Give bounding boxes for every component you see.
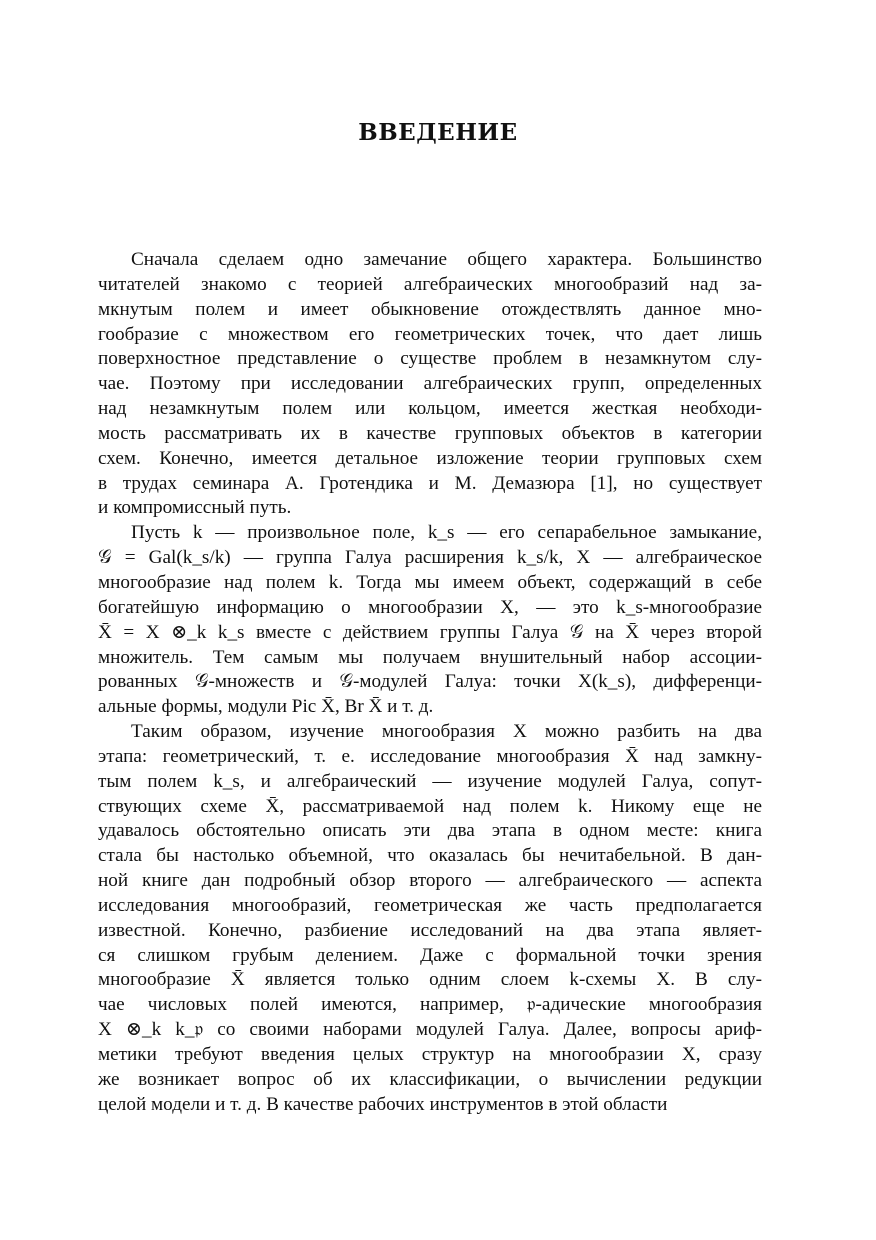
text-line: читателей знакомо с теорией алгебраических многообразий над за- bbox=[98, 273, 762, 295]
body-text bbox=[98, 248, 762, 1118]
text-line: 𝒢 = Gal(k_s/k) — группа Галуа расширения k_s/k, X — алгебраическое bbox=[98, 547, 762, 569]
text-line: ной книге дан подробный обзор второго — алгебраического — аспекта bbox=[98, 870, 762, 892]
text-line: гообразие с множеством его геометрических точек, что дает лишь bbox=[98, 323, 762, 345]
text-line: X̄ = X ⊗_k k_s вместе с действием группы Галуа 𝒢 на X̄ через второй bbox=[98, 621, 762, 643]
text-line: над незамкнутым полем или кольцом, имеется жесткая необходи- bbox=[98, 398, 762, 420]
text-line: ствующих схеме X̄, рассматриваемой над полем k. Никому еще не bbox=[98, 795, 762, 817]
text-line: многообразие над полем k. Тогда мы имеем объект, содержащий в себе bbox=[98, 571, 762, 593]
paragraph-3 bbox=[98, 720, 762, 1118]
page-title: ВВЕДЕНИЕ bbox=[358, 119, 518, 146]
text-line: же возникает вопрос об их классификации, о вычислении редукции bbox=[98, 1068, 762, 1090]
text-line: удавалось обстоятельно описать эти два этапа в одном месте: книга bbox=[98, 820, 762, 842]
text-line: в трудах семинара А. Гротендика и М. Демазюра [1], но существует bbox=[98, 472, 762, 494]
text-line: X ⊗_k k_𝔭 со своими наборами модулей Галуа. Далее, вопросы ариф- bbox=[98, 1019, 762, 1041]
text-line: исследования многообразий, геометрическая же часть предполагается bbox=[98, 894, 762, 916]
paragraph-2 bbox=[98, 521, 762, 720]
text-line: целой модели и т. д. В качестве рабочих инструментов в этой области bbox=[98, 1093, 668, 1115]
text-line: Пусть k — произвольное поле, k_s — его сепарабельное замыкание, bbox=[131, 522, 762, 544]
text-line: поверхностное представление о существе проблем в незамкнутом слу- bbox=[98, 348, 762, 370]
text-line: Сначала сделаем одно замечание общего характера. Большинство bbox=[131, 249, 762, 270]
text-line: этапа: геометрический, т. е. исследование многообразия X̄ над замкну- bbox=[98, 745, 762, 767]
text-line: ся слишком грубым делением. Даже с формальной точки зрения bbox=[98, 944, 762, 966]
text-line: богатейшую информацию о многообразии X, — это k_s-многообразие bbox=[98, 596, 762, 618]
paragraph-1 bbox=[98, 248, 762, 521]
text-line: мость рассматривать их в качестве групповых объектов в категории bbox=[98, 422, 762, 444]
text-line: многообразие X̄ является только одним слоем k-схемы X. В слу- bbox=[98, 969, 762, 991]
text-line: и компромиссный путь. bbox=[98, 497, 292, 519]
text-line: чае числовых полей имеются, например, 𝔭-адические многообразия bbox=[98, 994, 762, 1016]
text-line: Таким образом, изучение многообразия X можно разбить на два bbox=[131, 721, 762, 743]
text-line: схем. Конечно, имеется детальное изложение теории групповых схем bbox=[98, 447, 762, 469]
text-line: множитель. Тем самым мы получаем внушительный набор ассоции- bbox=[98, 646, 762, 668]
text-line: альные формы, модули Pic X̄, Br X̄ и т. д. bbox=[98, 696, 434, 718]
text-line: рованных 𝒢-множеств и 𝒢-модулей Галуа: точки X(k_s), дифференци- bbox=[98, 671, 762, 693]
text-line: тым полем k_s, и алгебраический — изучение модулей Галуа, сопут- bbox=[98, 770, 762, 792]
text-line: известной. Конечно, разбиение исследований на два этапа являет- bbox=[98, 919, 762, 941]
text-line: метики требуют введения целых структур на многообразии X, сразу bbox=[98, 1044, 762, 1065]
text-line: мкнутым полем и имеет обыкновение отождествлять данное мно- bbox=[98, 298, 762, 320]
text-line: стала бы настолько объемной, что оказалась бы нечитабельной. В дан- bbox=[98, 845, 762, 867]
text-line: чае. Поэтому при исследовании алгебраических групп, определенных bbox=[98, 373, 762, 395]
